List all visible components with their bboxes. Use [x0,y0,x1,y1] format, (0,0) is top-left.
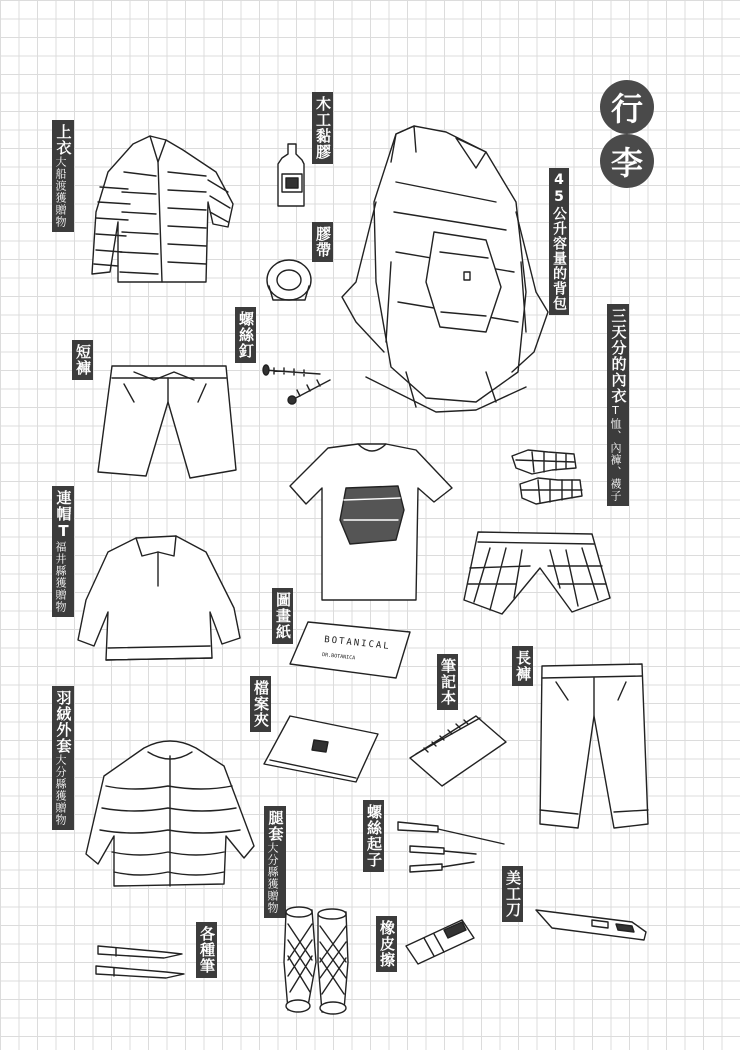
label-screws-text: 螺絲釘 [237,311,255,359]
label-leg-warmers-text: 腿套 [266,810,285,842]
label-eraser [376,916,397,972]
label-notebook-text: 筆記本 [439,658,457,706]
label-underwear-note: T恤、內褲、襪子 [609,404,622,502]
label-shorts [72,340,93,380]
title-char-2: 李 [600,134,654,188]
label-top-note: 大船渡獲贈物 [54,156,67,228]
label-screws [235,307,256,363]
screws-sketch [262,360,334,405]
label-down-jacket-text: 羽絨外套 [54,690,73,754]
label-pants [512,646,533,686]
label-notebook [437,654,458,710]
tape-roll-sketch [265,256,313,306]
label-underwear-text: 三天分的內衣 [609,308,628,404]
glue-bottle-sketch [274,142,314,210]
title-char-1: 行 [600,80,654,134]
label-glue [312,92,333,164]
tshirt-sketch [288,440,454,610]
pens-sketch [94,942,186,984]
label-folder-text: 檔案夾 [252,680,270,728]
label-tape-text: 膠帶 [314,226,332,258]
label-underwear [607,304,629,506]
label-pens-text: 各種筆 [198,926,216,974]
label-down-jacket-note: 大分縣獲贈物 [54,754,67,826]
drawing-paper-subtitle: DR.BOTANICA [321,652,356,662]
socks-sketch [508,446,584,508]
folder-sketch [262,712,380,784]
eraser-sketch [404,914,476,966]
label-cutter-text: 美工刀 [504,870,522,918]
label-pens [196,922,217,978]
label-leg-warmers-note: 大分縣獲贈物 [266,842,279,914]
label-hoodie-note: 福井縣獲贈物 [54,541,67,613]
shorts-sketch [94,362,238,482]
label-backpack-text: 45公升容量的背包 [551,172,567,311]
label-down-jacket [52,686,74,830]
notebook-sketch [406,712,508,788]
label-pants-text: 長褲 [514,650,532,682]
zip-hoodie-sketch [76,528,242,670]
down-jacket-sketch [84,736,258,892]
label-tape [312,222,333,262]
label-glue-text: 木工黏膠 [314,96,332,160]
label-drawing-paper-text: 圖畫紙 [274,592,292,640]
drawing-paper-title: BOTANICAL [323,635,392,652]
label-shorts-text: 短褲 [74,344,92,376]
label-screwdrivers [363,800,384,872]
long-pants-sketch [538,660,650,832]
plaid-boxers-sketch [460,528,612,616]
label-top [52,120,74,232]
cutter-knife-sketch [532,902,650,942]
label-hoodie-text: 連帽T [54,490,73,541]
label-screwdrivers-text: 螺絲起子 [365,804,383,868]
label-eraser-text: 橡皮擦 [378,920,396,968]
backpack-sketch [336,122,554,412]
label-top-text: 上衣 [54,124,73,156]
screwdrivers-sketch [394,818,508,880]
label-hoodie [52,486,74,617]
leg-warmers-sketch [282,902,352,1016]
drawing-paper-sketch [288,618,412,680]
striped-jacket-sketch [88,132,238,292]
